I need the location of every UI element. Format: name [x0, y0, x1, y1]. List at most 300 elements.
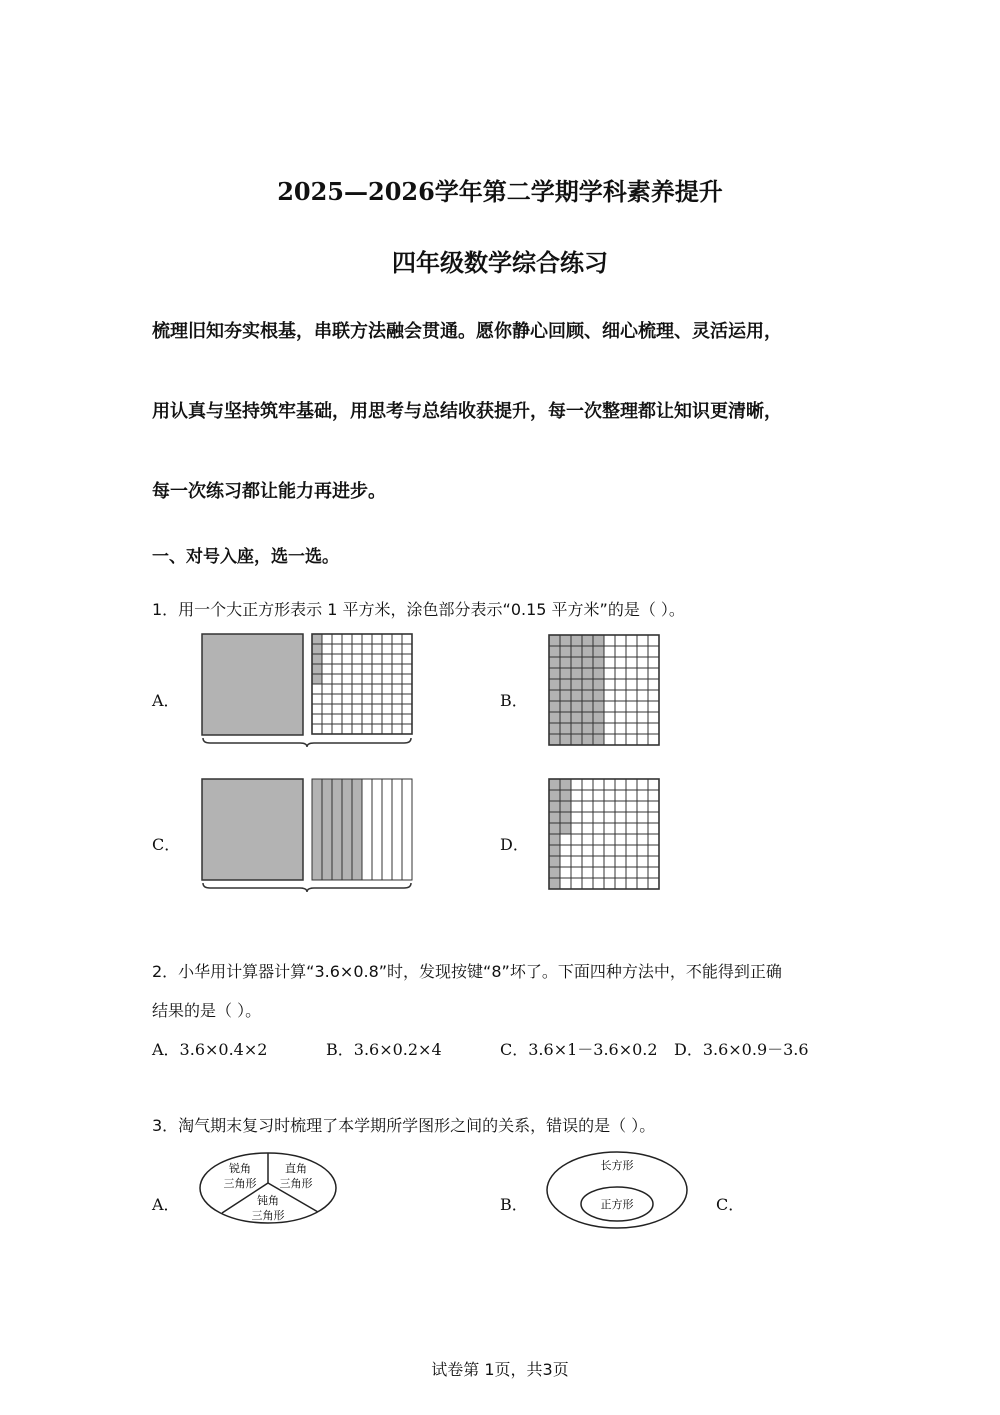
- grid-cell: [626, 790, 637, 801]
- grid-cell: [593, 712, 604, 723]
- grid-cell: [392, 714, 402, 724]
- obtuse-label-2: 三角形: [251, 1209, 285, 1222]
- grid-cell: [615, 690, 626, 701]
- grid-cell: [637, 701, 648, 712]
- grid-cell: [604, 646, 615, 657]
- grid-cell: [560, 635, 571, 646]
- grid-cell: [352, 664, 362, 674]
- grid-cell: [312, 724, 322, 734]
- grid-cell: [604, 790, 615, 801]
- grid-cell: [593, 878, 604, 889]
- grid-cell: [392, 684, 402, 694]
- grid-cell: [626, 856, 637, 867]
- grid-cell: [604, 679, 615, 690]
- grid-cell: [352, 634, 362, 644]
- grid-cell: [604, 690, 615, 701]
- grid-cell: [382, 779, 392, 880]
- grid-cell: [626, 657, 637, 668]
- page-title: 2025—2026学年第二学期学科素养提升: [277, 177, 723, 206]
- grid-cell: [648, 823, 659, 834]
- grid-cell: [626, 690, 637, 701]
- grid-cell: [332, 644, 342, 654]
- grid-cell: [322, 684, 332, 694]
- grid-cell: [372, 654, 382, 664]
- grid-cell: [332, 714, 342, 724]
- grid-cell: [549, 657, 560, 668]
- grid-cell: [604, 812, 615, 823]
- grid-cell: [392, 694, 402, 704]
- grid-cell: [626, 878, 637, 889]
- grid-cell: [593, 856, 604, 867]
- grid-cell: [312, 664, 322, 674]
- grid-cell: [615, 878, 626, 889]
- grid-cell: [648, 668, 659, 679]
- intro-line-3: 每一次练习都让能力再进步。: [152, 481, 386, 502]
- grid-cell: [342, 684, 352, 694]
- grid-cell: [593, 679, 604, 690]
- q1-option-d-figure: [546, 777, 664, 893]
- grid-cell: [648, 723, 659, 734]
- grid-cell: [342, 779, 352, 880]
- q1-option-a-label[interactable]: A．: [152, 691, 180, 710]
- grid-cell: [560, 801, 571, 812]
- grid-cell: [615, 779, 626, 790]
- grid-cell: [549, 823, 560, 834]
- grid-cell: [372, 779, 382, 880]
- grid-cell: [560, 834, 571, 845]
- grid-cell: [342, 654, 352, 664]
- grid-cell: [571, 801, 582, 812]
- grid-cell: [322, 694, 332, 704]
- grid-cell: [342, 644, 352, 654]
- grid-cell: [593, 734, 604, 745]
- grid-cell: [322, 634, 332, 644]
- grid-cell: [549, 690, 560, 701]
- grid-cell: [626, 779, 637, 790]
- grid-cell: [352, 694, 362, 704]
- grid-cell: [342, 704, 352, 714]
- q3-option-c-label[interactable]: C．: [716, 1195, 745, 1214]
- grid-cell: [549, 812, 560, 823]
- grid-cell: [352, 684, 362, 694]
- grid-cell: [382, 704, 392, 714]
- grid-cell: [571, 723, 582, 734]
- grid-cell: [402, 694, 412, 704]
- q3-option-a-diagram: [196, 1150, 342, 1228]
- grid-cell: [571, 701, 582, 712]
- grid-cell: [604, 834, 615, 845]
- grid-cell: [648, 701, 659, 712]
- intro-line-2: 用认真与坚持筑牢基础，用思考与总结收获提升，每一次整理都让知识更清晰，: [152, 401, 782, 422]
- q1-option-b-figure: [546, 633, 664, 749]
- grid-cell: [332, 724, 342, 734]
- grid-cell: [392, 724, 402, 734]
- grid-cell: [549, 845, 560, 856]
- q3-option-a-label[interactable]: A．: [152, 1195, 180, 1214]
- grid-cell: [626, 646, 637, 657]
- grid-cell: [332, 664, 342, 674]
- grid-cell: [560, 779, 571, 790]
- grid-cell: [582, 646, 593, 657]
- grid-cell: [593, 834, 604, 845]
- grid-cell: [604, 712, 615, 723]
- grid-cell: [604, 856, 615, 867]
- grid-cell: [637, 834, 648, 845]
- grid-cell: [560, 679, 571, 690]
- grid-cell: [637, 867, 648, 878]
- grid-cell: [312, 684, 322, 694]
- grid-cell: [342, 694, 352, 704]
- grid-cell: [615, 712, 626, 723]
- grid-cell: [604, 668, 615, 679]
- grid-cell: [332, 779, 342, 880]
- grid-cell: [362, 724, 372, 734]
- grid-cell: [648, 635, 659, 646]
- grid-cell: [615, 823, 626, 834]
- grid-cell: [549, 701, 560, 712]
- grid-cell: [560, 734, 571, 745]
- grid-cell: [549, 723, 560, 734]
- grid-cell: [362, 634, 372, 644]
- grid-cell: [604, 723, 615, 734]
- grid-cell: [593, 701, 604, 712]
- grid-cell: [560, 845, 571, 856]
- grid-cell: [604, 823, 615, 834]
- grid-cell: [582, 812, 593, 823]
- grid-cell: [593, 779, 604, 790]
- grid-cell: [549, 646, 560, 657]
- grid-cell: [322, 644, 332, 654]
- grid-cell: [372, 684, 382, 694]
- grid-cell: [582, 723, 593, 734]
- grid-cell: [582, 635, 593, 646]
- grid-cell: [648, 801, 659, 812]
- question-3-text: 3．淘气期末复习时梳理了本学期所学图形之间的关系，错误的是（ ）。: [152, 1116, 656, 1135]
- grid-cell: [549, 668, 560, 679]
- grid-cell: [593, 845, 604, 856]
- grid-cell: [615, 834, 626, 845]
- grid-cell: [571, 779, 582, 790]
- grid-cell: [382, 714, 392, 724]
- grid-cell: [582, 801, 593, 812]
- grid-cell: [626, 812, 637, 823]
- grid-cell: [362, 654, 372, 664]
- grid-cell: [560, 867, 571, 878]
- grid-cell: [362, 684, 372, 694]
- question-2-line-2: 结果的是（ ）。: [152, 1001, 262, 1020]
- grid-cell: [582, 734, 593, 745]
- grid-cell: [626, 845, 637, 856]
- grid-cell: [582, 657, 593, 668]
- grid-cell: [615, 723, 626, 734]
- grid-cell: [352, 654, 362, 664]
- grid-cell: [637, 845, 648, 856]
- grid-cell: [582, 679, 593, 690]
- grid-cell: [604, 867, 615, 878]
- grid-cell: [352, 674, 362, 684]
- grid-cell: [648, 712, 659, 723]
- grid-cell: [549, 834, 560, 845]
- grid-cell: [322, 664, 332, 674]
- grid-cell: [582, 779, 593, 790]
- grid-cell: [392, 674, 402, 684]
- grid-cell: [604, 734, 615, 745]
- grid-cell: [362, 644, 372, 654]
- grid-cell: [593, 790, 604, 801]
- grid-cell: [402, 664, 412, 674]
- grid-cell: [571, 734, 582, 745]
- grid-cell: [648, 856, 659, 867]
- grid-cell: [312, 644, 322, 654]
- grid-cell: [332, 684, 342, 694]
- grid-cell: [332, 654, 342, 664]
- grid-cell: [549, 635, 560, 646]
- grid-cell: [560, 657, 571, 668]
- grid-cell: [560, 823, 571, 834]
- grid-cell: [382, 634, 392, 644]
- grid-cell: [593, 723, 604, 734]
- grid-cell: [571, 635, 582, 646]
- grid-cell: [392, 644, 402, 654]
- grid-cell: [342, 664, 352, 674]
- grid-cell: [615, 790, 626, 801]
- q2-option-d[interactable]: D．3.6×0.9－3.6: [674, 1040, 809, 1059]
- grid-cell: [615, 867, 626, 878]
- grid-cell: [637, 668, 648, 679]
- q2-option-a[interactable]: A．3.6×0.4×2: [152, 1040, 268, 1059]
- grid-cell: [637, 856, 648, 867]
- grid-cell: [604, 845, 615, 856]
- grid-cell: [615, 801, 626, 812]
- grid-cell: [402, 674, 412, 684]
- grid-cell: [342, 714, 352, 724]
- grid-cell: [626, 734, 637, 745]
- grid-cell: [312, 674, 322, 684]
- question-1-text: 1．用一个大正方形表示 1 平方米，涂色部分表示“0.15 平方米”的是（ ）。: [152, 600, 685, 619]
- right-label-2: 三角形: [279, 1177, 313, 1190]
- grid-cell: [342, 634, 352, 644]
- grid-cell: [372, 724, 382, 734]
- grid-cell: [637, 635, 648, 646]
- grid-cell: [593, 812, 604, 823]
- grid-cell: [549, 801, 560, 812]
- q1-option-c-label[interactable]: C．: [152, 835, 181, 854]
- grid-cell: [322, 724, 332, 734]
- grid-cell: [648, 734, 659, 745]
- grid-cell: [322, 674, 332, 684]
- grid-cell: [626, 668, 637, 679]
- grid-cell: [392, 664, 402, 674]
- grid-cell: [648, 845, 659, 856]
- grid-cell: [571, 878, 582, 889]
- grid-cell: [615, 635, 626, 646]
- grid-cell: [549, 779, 560, 790]
- grid-cell: [571, 834, 582, 845]
- grid-cell: [648, 878, 659, 889]
- grid-cell: [382, 724, 392, 734]
- grid-cell: [637, 878, 648, 889]
- grid-cell: [637, 812, 648, 823]
- grid-cell: [582, 790, 593, 801]
- grid-cell: [615, 856, 626, 867]
- q3-option-b-label[interactable]: B．: [500, 1195, 528, 1214]
- grid-cell: [593, 690, 604, 701]
- grid-cell: [312, 704, 322, 714]
- grid-cell: [571, 845, 582, 856]
- grid-cell: [626, 723, 637, 734]
- grid-cell: [582, 878, 593, 889]
- grid-cell: [402, 654, 412, 664]
- grid-cell: [637, 712, 648, 723]
- grid-cell: [615, 734, 626, 745]
- grid-cell: [392, 654, 402, 664]
- grid-cell: [615, 701, 626, 712]
- grid-cell: [362, 674, 372, 684]
- grid-cell: [593, 823, 604, 834]
- grid-cell: [312, 714, 322, 724]
- grid-cell: [560, 812, 571, 823]
- grid-cell: [571, 668, 582, 679]
- grid-cell: [648, 790, 659, 801]
- grid-cell: [582, 823, 593, 834]
- grid-cell: [402, 714, 412, 724]
- q1-option-a-figure: [200, 632, 415, 750]
- grid-cell: [560, 723, 571, 734]
- grid-cell: [560, 690, 571, 701]
- question-2-line-1: 2．小华用计算器计算“3.6×0.8”时，发现按键“8”坏了。下面四种方法中，不能得到正确: [152, 962, 782, 981]
- grid-cell: [352, 704, 362, 714]
- grid-cell: [648, 646, 659, 657]
- grid-cell: [615, 679, 626, 690]
- grid-cell: [582, 867, 593, 878]
- grid-cell: [560, 646, 571, 657]
- grid-cell: [382, 664, 392, 674]
- grid-cell: [648, 867, 659, 878]
- grid-cell: [352, 644, 362, 654]
- grid-cell: [560, 856, 571, 867]
- right-label-1: 直角: [285, 1162, 307, 1175]
- grid-cell: [362, 714, 372, 724]
- grid-cell: [362, 779, 372, 880]
- grid-cell: [637, 790, 648, 801]
- grid-cell: [615, 646, 626, 657]
- grid-cell: [593, 801, 604, 812]
- grid-cell: [637, 823, 648, 834]
- grid-cell: [582, 712, 593, 723]
- grid-cell: [372, 694, 382, 704]
- obtuse-label-1: 钝角: [257, 1194, 279, 1207]
- grid-cell: [571, 646, 582, 657]
- section-heading: 一、对号入座，选一选。: [152, 547, 339, 567]
- grid-cell: [582, 668, 593, 679]
- grid-cell: [402, 644, 412, 654]
- grid-cell: [571, 790, 582, 801]
- grid-cell: [571, 823, 582, 834]
- grid-cell: [549, 790, 560, 801]
- grid-cell: [626, 679, 637, 690]
- grid-cell: [312, 779, 322, 880]
- grid-cell: [362, 704, 372, 714]
- grid-cell: [342, 724, 352, 734]
- grid-cell: [392, 634, 402, 644]
- grid-cell: [332, 674, 342, 684]
- grid-cell: [372, 664, 382, 674]
- grid-cell: [615, 845, 626, 856]
- grid-cell: [332, 694, 342, 704]
- grid-cell: [372, 704, 382, 714]
- grid-cell: [593, 635, 604, 646]
- grid-cell: [382, 694, 392, 704]
- rectangle-label: 长方形: [600, 1159, 634, 1172]
- grid-cell: [637, 679, 648, 690]
- grid-cell: [332, 634, 342, 644]
- grid-cell: [322, 654, 332, 664]
- grid-cell: [637, 734, 648, 745]
- grid-cell: [402, 684, 412, 694]
- grid-cell: [615, 812, 626, 823]
- grid-cell: [571, 856, 582, 867]
- square-label: 正方形: [600, 1198, 634, 1211]
- grid-cell: [648, 834, 659, 845]
- page-footer: 试卷第 1页，共3页: [431, 1360, 569, 1379]
- grid-cell: [604, 635, 615, 646]
- grid-cell: [637, 779, 648, 790]
- grid-cell: [571, 690, 582, 701]
- grid-cell: [571, 657, 582, 668]
- grid-cell: [571, 867, 582, 878]
- q3-option-b-diagram: [544, 1148, 690, 1232]
- grid-cell: [312, 654, 322, 664]
- grid-cell: [322, 714, 332, 724]
- grid-cell: [560, 712, 571, 723]
- grid-cell: [362, 664, 372, 674]
- grid-cell: [560, 790, 571, 801]
- grid-cell: [372, 634, 382, 644]
- q2-option-b[interactable]: B．3.6×0.2×4: [326, 1040, 442, 1059]
- grid-cell: [593, 668, 604, 679]
- grid-cell: [312, 694, 322, 704]
- grid-cell: [593, 657, 604, 668]
- grid-cell: [582, 690, 593, 701]
- grid-cell: [582, 701, 593, 712]
- grid-cell: [604, 779, 615, 790]
- acute-label-1: 锐角: [229, 1162, 251, 1175]
- grid-cell: [648, 690, 659, 701]
- grid-cell: [648, 779, 659, 790]
- grid-cell: [402, 634, 412, 644]
- grid-cell: [604, 701, 615, 712]
- grid-cell: [571, 712, 582, 723]
- intro-line-1: 梳理旧知夯实根基，串联方法融会贯通。愿你静心回顾、细心梳理、灵活运用，: [152, 321, 782, 342]
- grid-cell: [560, 701, 571, 712]
- grid-cell: [626, 635, 637, 646]
- grid-cell: [604, 801, 615, 812]
- grid-cell: [352, 714, 362, 724]
- grid-cell: [372, 714, 382, 724]
- grid-cell: [637, 723, 648, 734]
- q1-option-b-label[interactable]: B．: [500, 691, 528, 710]
- grid-cell: [372, 644, 382, 654]
- grid-cell: [382, 654, 392, 664]
- grid-cell: [571, 679, 582, 690]
- grid-cell: [392, 779, 402, 880]
- q2-option-c[interactable]: C．3.6×1－3.6×0.2: [500, 1040, 658, 1059]
- grid-cell: [322, 704, 332, 714]
- grid-cell: [648, 679, 659, 690]
- grid-cell: [549, 878, 560, 889]
- q1-option-d-label[interactable]: D．: [500, 835, 529, 854]
- grid-cell: [626, 801, 637, 812]
